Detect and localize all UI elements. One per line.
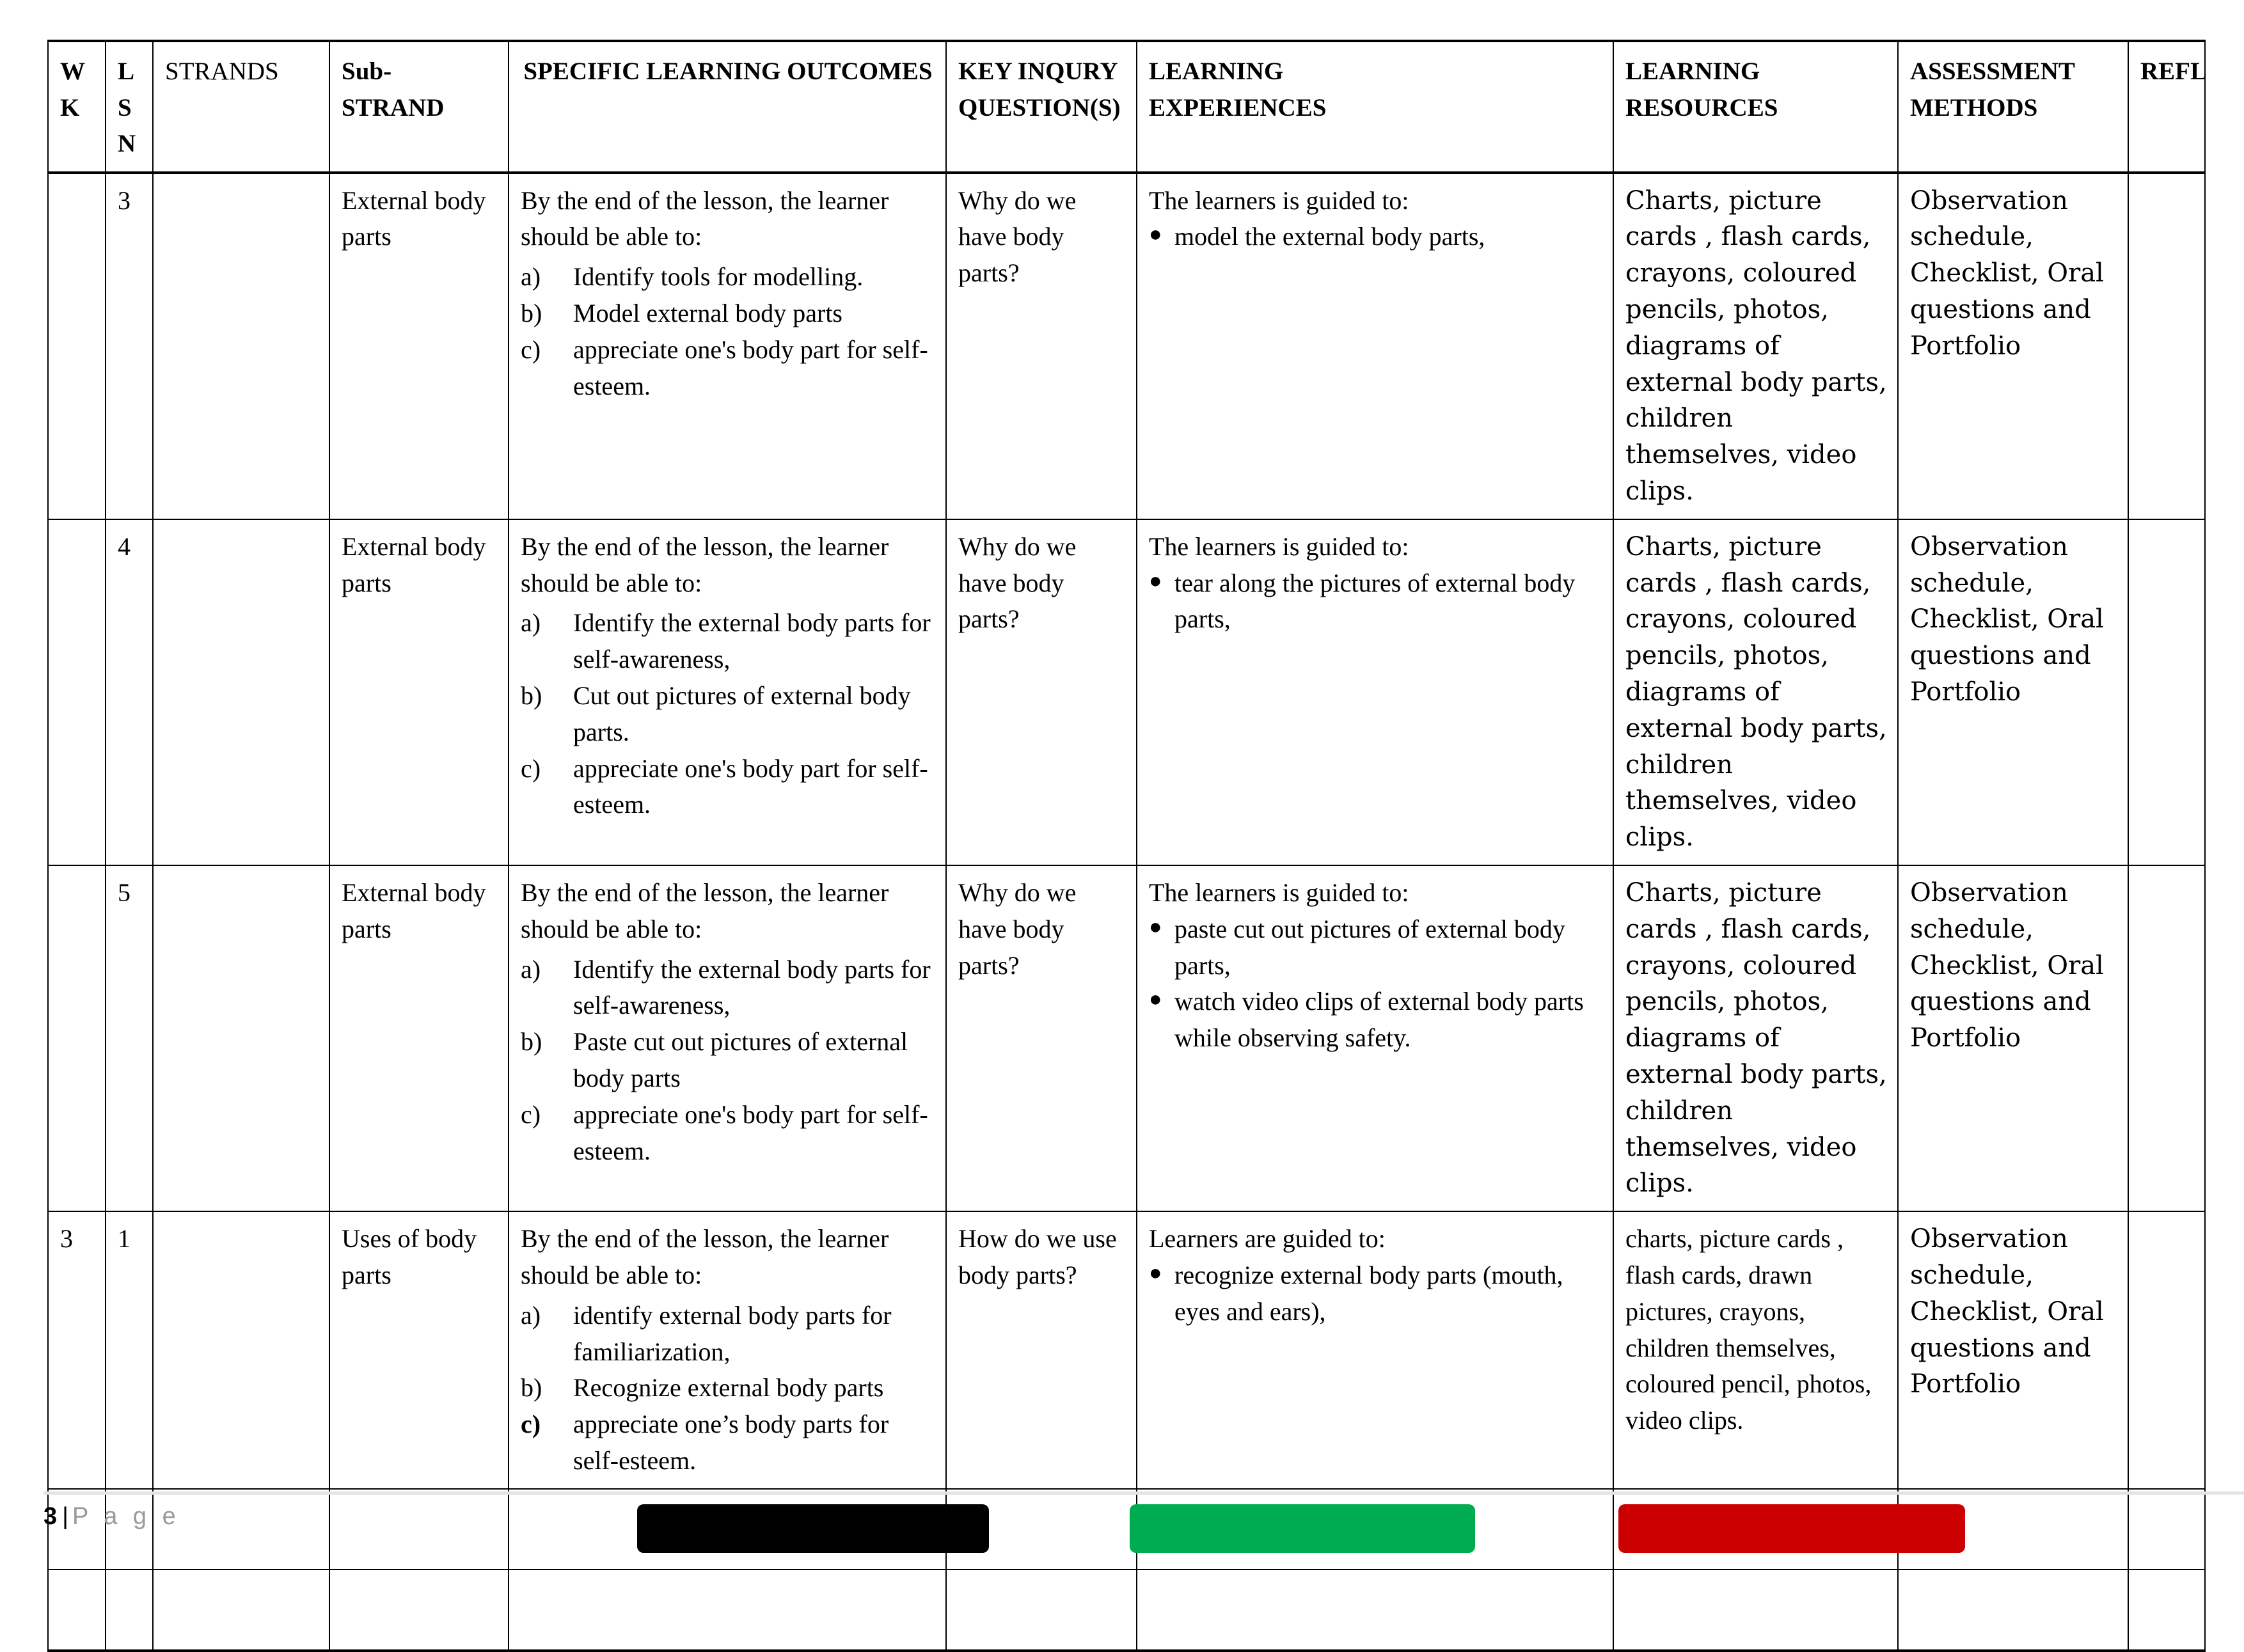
- outcomes-lead-in: By the end of the lesson, the learner should be able to:: [521, 531, 889, 597]
- scheme-of-work-table: [47, 40, 2206, 1652]
- experiences-lead-in: The learners is guided to:: [1149, 185, 1409, 215]
- outcomes-list: [521, 1298, 935, 1479]
- header-kiq-line-1: KEY INQURY: [958, 58, 1118, 85]
- footer-page-word: P a g e: [72, 1503, 180, 1530]
- cell-key-inquiry-question: How do we use body parts?: [946, 1211, 1137, 1489]
- experience-text: watch video clips of external body parts while observing safety.: [1174, 987, 1584, 1053]
- cell-reflection: [2128, 865, 2205, 1211]
- cell-sub-strand: External body parts: [329, 519, 509, 865]
- experience-item: [1149, 219, 1602, 255]
- column-header-learning-experiences: [1137, 41, 1613, 173]
- experiences-list: [1149, 565, 1602, 638]
- outcome-item: [521, 952, 935, 1025]
- outcome-marker: a): [521, 954, 541, 984]
- experience-item: [1149, 565, 1602, 638]
- cell-assessment-methods: Observation schedule, Checklist, Oral questions and Portfolio: [1898, 865, 2128, 1211]
- outcomes-lead-in: By the end of the lesson, the learner should be able to:: [521, 877, 889, 943]
- experience-text: tear along the pictures of external body parts,: [1174, 568, 1576, 634]
- cell-lesson: 1: [106, 1211, 153, 1489]
- outcome-marker: c): [521, 753, 541, 783]
- outcome-marker: a): [521, 608, 541, 638]
- outcome-item: [521, 295, 935, 332]
- outcome-marker: c): [521, 1410, 541, 1439]
- outcome-marker: a): [521, 262, 541, 292]
- outcome-marker: b): [521, 1373, 542, 1403]
- outcome-text: identify external body parts for familiarization,: [573, 1300, 892, 1366]
- outcome-marker: c): [521, 1099, 541, 1129]
- cell-reflection: [2128, 173, 2205, 519]
- experiences-list: [1149, 1257, 1602, 1330]
- cell-learning-experiences: [1137, 865, 1613, 1211]
- header-wk-line-1: W: [60, 58, 85, 85]
- header-lex-line-2: EXPERIENCES: [1149, 93, 1327, 122]
- cell-assessment-methods: Observation schedule, Checklist, Oral questions and Portfolio: [1898, 173, 2128, 519]
- bullet-icon: ●: [1149, 223, 1162, 247]
- cell-empty: [946, 1569, 1137, 1651]
- footer-page-indicator: [43, 1503, 180, 1530]
- cell-empty: [2128, 1489, 2205, 1569]
- experiences-list: [1149, 219, 1602, 255]
- cell-lesson: 3: [106, 173, 153, 519]
- column-header-strands: STRANDS: [153, 41, 329, 173]
- header-asm-line-2: METHODS: [1910, 93, 2038, 122]
- table-body: [48, 173, 2205, 1651]
- cell-key-inquiry-question: Why do we have body parts?: [946, 865, 1137, 1211]
- bullet-icon: ●: [1149, 915, 1162, 939]
- column-header-learning-resources: [1613, 41, 1898, 173]
- cell-empty: [1137, 1569, 1613, 1651]
- outcome-item: [521, 751, 935, 824]
- column-header-wk: [48, 41, 106, 173]
- outcome-text: Paste cut out pictures of external body parts: [573, 1027, 908, 1092]
- column-header-refl: REFL: [2128, 41, 2205, 173]
- header-wk-line-2: K: [60, 93, 80, 122]
- outcome-item: [521, 1298, 935, 1371]
- cell-empty: [48, 1569, 106, 1651]
- cell-learning-experiences: [1137, 1211, 1613, 1489]
- cell-lesson: 4: [106, 519, 153, 865]
- outcomes-list: [521, 952, 935, 1170]
- column-header-sub-strand: [329, 41, 509, 173]
- experience-item: [1149, 911, 1602, 984]
- outcome-item: [521, 605, 935, 678]
- outcome-text: appreciate one's body part for self-esteem.: [573, 1099, 928, 1165]
- cell-empty: [509, 1569, 946, 1651]
- cell-strands: [153, 519, 329, 865]
- outcome-item: [521, 259, 935, 295]
- bullet-icon: ●: [1149, 987, 1162, 1012]
- cell-empty: [329, 1569, 509, 1651]
- cell-strands: [153, 865, 329, 1211]
- cell-empty: [329, 1489, 509, 1569]
- outcome-item: [521, 678, 935, 751]
- cell-specific-learning-outcomes: [509, 1211, 946, 1489]
- outcomes-lead-in: By the end of the lesson, the learner should be able to:: [521, 185, 889, 251]
- cell-sub-strand: External body parts: [329, 173, 509, 519]
- outcome-marker: b): [521, 299, 542, 328]
- outcome-text: Identify tools for modelling.: [573, 262, 864, 292]
- cell-empty: [1898, 1569, 2128, 1651]
- outcome-text: appreciate one's body part for self-esteem.: [573, 334, 928, 400]
- table-row: [48, 1211, 2205, 1489]
- outcome-item: [521, 332, 935, 405]
- cell-learning-experiences: [1137, 519, 1613, 865]
- footer-separator: |: [62, 1503, 69, 1530]
- outcome-text: Cut out pictures of external body parts.: [573, 681, 911, 746]
- header-lres-line-2: RESOURCES: [1625, 93, 1778, 122]
- experience-text: paste cut out pictures of external body parts,: [1174, 914, 1565, 980]
- cell-strands: [153, 173, 329, 519]
- cell-learning-experiences: [1137, 173, 1613, 519]
- outcome-marker: b): [521, 1027, 542, 1057]
- footer-red-bar: [1618, 1504, 1965, 1553]
- header-kiq-line-2: QUESTION(S): [958, 93, 1121, 122]
- cell-empty: [153, 1569, 329, 1651]
- footer-divider: [43, 1491, 2244, 1495]
- table-row: [48, 173, 2205, 519]
- cell-reflection: [2128, 1211, 2205, 1489]
- cell-specific-learning-outcomes: [509, 173, 946, 519]
- outcome-item: [521, 1370, 935, 1406]
- experience-text: recognize external body parts (mouth, eyes and ears),: [1174, 1260, 1563, 1326]
- cell-key-inquiry-question: Why do we have body parts?: [946, 519, 1137, 865]
- cell-key-inquiry-question: Why do we have body parts?: [946, 173, 1137, 519]
- cell-assessment-methods: Observation schedule, Checklist, Oral questions and Portfolio: [1898, 519, 2128, 865]
- cell-learning-resources: charts, picture cards , flash cards, drawn pictures, crayons, children themselves, coloured pencil, photos, video clips.: [1613, 1211, 1898, 1489]
- outcome-item: [521, 1024, 935, 1097]
- outcomes-lead-in: By the end of the lesson, the learner should be able to:: [521, 1224, 889, 1289]
- footer-page-number: 3: [43, 1503, 58, 1530]
- cell-lesson: 5: [106, 865, 153, 1211]
- outcome-text: Recognize external body parts: [573, 1373, 884, 1403]
- footer-black-bar: [637, 1504, 989, 1553]
- cell-assessment-methods: Observation schedule, Checklist, Oral questions and Portfolio: [1898, 1211, 2128, 1489]
- table-row: [48, 865, 2205, 1211]
- column-header-specific-learning-outcomes: SPECIFIC LEARNING OUTCOMES: [509, 41, 946, 173]
- header-lsn-line-3: N: [118, 130, 136, 158]
- cell-learning-resources: Charts, picture cards , flash cards, crayons, coloured pencils, photos, diagrams of external body parts, children themselves, video clips.: [1613, 519, 1898, 865]
- column-header-key-inquiry-questions: [946, 41, 1137, 173]
- cell-sub-strand: External body parts: [329, 865, 509, 1211]
- cell-learning-resources: Charts, picture cards , flash cards, crayons, coloured pencils, photos, diagrams of external body parts, children themselves, video clips.: [1613, 173, 1898, 519]
- footer-green-bar: [1130, 1504, 1475, 1553]
- cell-specific-learning-outcomes: [509, 519, 946, 865]
- cell-strands: [153, 1211, 329, 1489]
- outcome-text: appreciate one's body part for self-esteem.: [573, 753, 928, 819]
- experience-item: [1149, 1257, 1602, 1330]
- experiences-lead-in: Learners are guided to:: [1149, 1224, 1386, 1254]
- outcomes-list: [521, 605, 935, 823]
- cell-reflection: [2128, 519, 2205, 865]
- cell-week: 3: [48, 1211, 106, 1489]
- outcome-item: [521, 1406, 935, 1479]
- header-lex-line-1: LEARNING: [1149, 58, 1284, 85]
- outcome-text: Identify the external body parts for self-awareness,: [573, 608, 931, 674]
- header-asm-line-1: ASSESSMENT: [1910, 58, 2075, 85]
- column-header-lsn: [106, 41, 153, 173]
- header-lsn-line-2: S: [118, 93, 132, 122]
- outcome-text: Identify the external body parts for self-awareness,: [573, 954, 931, 1020]
- cell-sub-strand: Uses of body parts: [329, 1211, 509, 1489]
- table-row-empty: [48, 1569, 2205, 1651]
- bullet-icon: ●: [1149, 1261, 1162, 1285]
- cell-week: [48, 519, 106, 865]
- experiences-list: [1149, 911, 1602, 1057]
- cell-week: [48, 865, 106, 1211]
- cell-empty: [106, 1569, 153, 1651]
- cell-empty: [2128, 1569, 2205, 1651]
- outcome-item: [521, 1097, 935, 1170]
- cell-learning-resources: Charts, picture cards , flash cards, crayons, coloured pencils, photos, diagrams of external body parts, children themselves, video clips.: [1613, 865, 1898, 1211]
- header-substrand-line-1: Sub-: [342, 58, 392, 85]
- experiences-lead-in: The learners is guided to:: [1149, 531, 1409, 561]
- cell-empty: [1613, 1569, 1898, 1651]
- header-lres-line-1: LEARNING: [1625, 58, 1760, 85]
- experiences-lead-in: The learners is guided to:: [1149, 877, 1409, 907]
- table-header-row: [48, 41, 2205, 173]
- outcome-marker: c): [521, 334, 541, 364]
- table-row: [48, 519, 2205, 865]
- experience-item: [1149, 984, 1602, 1057]
- cell-specific-learning-outcomes: [509, 865, 946, 1211]
- experience-text: model the external body parts,: [1174, 222, 1485, 251]
- header-substrand-line-2: STRAND: [342, 93, 445, 122]
- cell-week: [48, 173, 106, 519]
- bullet-icon: ●: [1149, 569, 1162, 593]
- outcome-text: Model external body parts: [573, 299, 842, 328]
- outcomes-list: [521, 259, 935, 404]
- outcome-marker: a): [521, 1300, 541, 1330]
- outcome-text: appreciate one’s body parts for self-esteem.: [573, 1410, 889, 1475]
- outcome-marker: b): [521, 681, 542, 710]
- column-header-assessment-methods: [1898, 41, 2128, 173]
- header-lsn-line-1: L: [118, 58, 135, 85]
